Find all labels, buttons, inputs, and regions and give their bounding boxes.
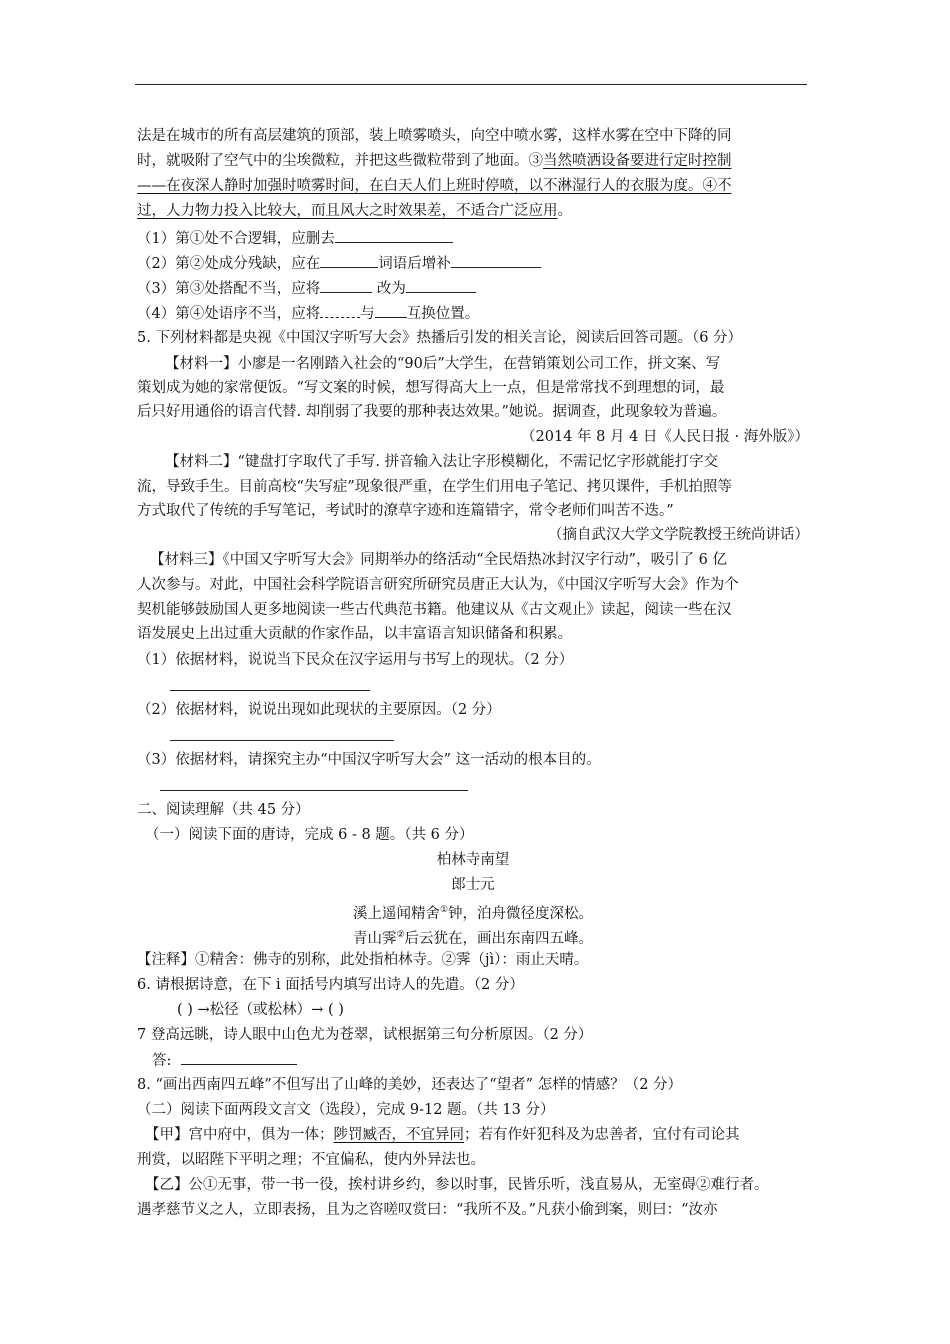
question-8: 8. “画出西南四五峰”不但写出了山峰的美妙，还表达了“望者” 怎样的情感？（2 分） [137, 1077, 683, 1093]
answer-blank[interactable] [406, 278, 476, 293]
material-2-line: 【材料二】“键盘打字取代了手写. 拼音输入法让字形模糊化，不需记忆字形就能打字交 [165, 454, 719, 470]
material-3-line: 契机能够鼓励国人更多地阅读一些古代典范书籍。他建议从《古文观止》读起，阅读一些在汉 [137, 602, 732, 618]
material-1-line: 策划成为她的家常便饭。“写文案的时候，想写得高大上一点，但是常常找不到理想的词，最 [137, 380, 725, 396]
poem-line-1: 溪上遥闻精舍①钟，泊舟微径度深松。 [352, 905, 594, 922]
material-3-line: 语发展史上出过重大贡献的作家作品，以丰富语言知识储备和积累。 [137, 626, 572, 642]
answer-line[interactable] [170, 690, 370, 691]
material-1-line: 【材料一】小廖是一名刚踏入社会的“90后”大学生，在营销策划公司工作，拼文案、写 [165, 356, 721, 372]
answer-blank[interactable] [451, 253, 541, 268]
question-7-answer: 答: [152, 1050, 824, 1071]
material-2-line: 流，导致手生。目前高校“失写症”现象很严重，在学生们用电子笔记、拷贝课件，手机拍照等 [137, 479, 732, 495]
text-jia-line: 刑赏，以昭陛下平明之理；不宜偏私，使内外异法也。 [137, 1152, 485, 1168]
answer-line[interactable] [170, 740, 394, 741]
text-yi-line: 【乙】公①无事，带一书一役，挨村讲乡约，参以时事，民皆乐听，浅直易从，无室碍②难行者。 [145, 1177, 769, 1193]
q4-item-1: （1）第①处不合逻辑，应删去 [137, 228, 809, 249]
question-6-answer[interactable]: ( ) →松径（或松林）→ ( ) [177, 1002, 344, 1018]
text-jia-line: 【甲】宫中府中，俱为一体；陟罚臧否，不宜异同；若有作奸犯科及为忠善者，宜付有司论其 [145, 1127, 740, 1143]
answer-line[interactable] [160, 790, 468, 791]
answer-blank[interactable] [320, 278, 372, 293]
paragraph-line: 时，就吸附了空气中的尘埃微粒，并把这些微粒带到了地面。③当然喷洒设备要进行定时控制 [137, 153, 732, 169]
header-rule [135, 84, 807, 85]
part-2-title: （二）阅读下面两段文言文（选段），完成 9-12 题。（共 13 分） [137, 1102, 555, 1118]
paragraph-line: 法是在城市的所有高层建筑的顶部，装上喷雾喷头，向空中喷水雾，这样水雾在空中下降的同 [137, 128, 732, 144]
material-2-line: 方式取代了传统的手写笔记，考试时的潦草字迹和连篇错字，常令老师们叫苦不迭。” [137, 503, 674, 519]
poem-note: 【注释】①精舍：佛寺的别称，此处指柏林寺。②霁（jì）：雨止天晴。 [137, 952, 589, 968]
material-2-source: （摘自武汉大学文学院教授王统尚讲话） [548, 527, 809, 543]
paragraph-line: 过，人力物力投入比较大，而且风大之时效果差，不适合广泛应用。 [137, 203, 572, 219]
underlined-sentence-4: 过，人力物力投入比较大，而且风大之时效果差，不适合广泛应用 [137, 203, 558, 219]
underlined-sentence-3-cont: ——在夜深人静时加强时喷雾时间，在白天人们上班时停喷，以不淋湿行人的衣服为度。 [137, 178, 703, 194]
answer-blank[interactable] [320, 303, 360, 318]
q5-title: 5. 下列材料都是央视《中国汉字听写大会》热播后引发的相关言论，阅读后回答司题。（6 分） [137, 330, 743, 346]
text-yi-line: 遇孝慈节义之人，立即表扬，且为之咨嗟叹赏曰：“我所不及。”凡获小偷到案，则曰：“汝亦 [137, 1202, 718, 1218]
q5-item-3: （3）依据材料，请探究主办“中国汉字听写大会” 这一活动的根本目的。 [137, 752, 601, 768]
q4-item-4: （4）第④处语序不当，应将 与 互换位置。 [137, 303, 809, 324]
q4-item-2: （2）第②处成分残缺，应在 词语后增补 [137, 253, 809, 274]
question-6: 6. 请根据诗意，在下 i 面括号内填写出诗人的先遣。（2 分） [137, 977, 524, 993]
question-7: 7 登高远眺，诗人眼中山色尤为苍翠，试根据第三句分析原因。（2 分） [137, 1027, 593, 1043]
section-2-title: 二、阅读理解（共 45 分） [137, 802, 310, 818]
poem-author: 郎士元 [451, 877, 495, 893]
material-1-source: （2014 年 8 月 4 日《人民日报 · 海外版》） [521, 429, 809, 445]
q5-item-2: （2）依据材料，说说出现如此现状的主要原因。（2 分） [137, 702, 501, 718]
part-1-title: （一）阅读下面的唐诗，完成 6 - 8 题。（共 6 分） [145, 827, 474, 843]
poem-line-2: 青山霁②后云犹在，画出东南四五峰。 [352, 930, 594, 947]
material-3-line: 人次参与。对此，中国社会科学院语言研究所研究员唐正大认为，《中国汉字听写大会》作为个 [137, 577, 739, 593]
answer-blank[interactable] [181, 1050, 297, 1065]
answer-blank[interactable] [375, 303, 407, 318]
answer-blank[interactable] [335, 228, 453, 243]
material-3-line: 【材料三】《中国又字听写大会》同期举办的络活动“全民焐热冰封汉字行动”，吸引了 6 亿 [150, 552, 728, 568]
underlined-sentence-3: 当然喷洒设备要进行定时控制 [543, 153, 732, 169]
paragraph-line: ——在夜深人静时加强时喷雾时间，在白天人们上班时停喷，以不淋湿行人的衣服为度。④不 [137, 178, 732, 194]
material-1-line: 后只好用通俗的语言代替. 却削弱了我要的那种表达效果。”她说。据调查，此现象较为普遍。 [137, 404, 727, 420]
poem-title: 柏林寺南望 [436, 852, 510, 868]
q4-item-3: （3）第③处搭配不当，应将 改为 [137, 278, 809, 299]
answer-blank[interactable] [320, 253, 378, 268]
q5-item-1: （1）依据材料，说说当下民众在汉字运用与书写上的现状。（2 分） [137, 652, 574, 668]
underlined-phrase: 陟罚臧否，不宜异同 [333, 1127, 464, 1143]
